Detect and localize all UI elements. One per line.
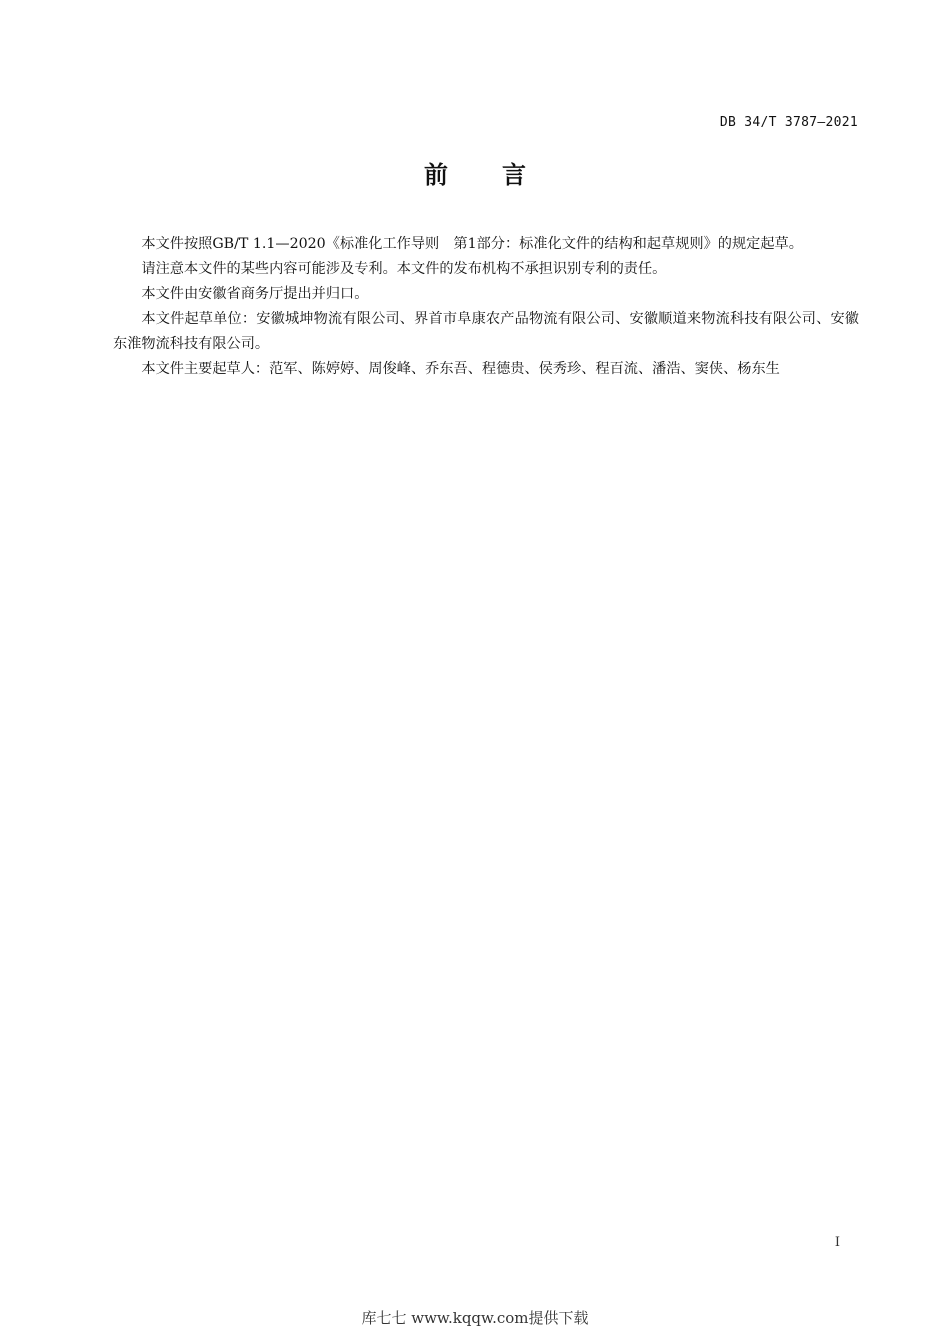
paragraph-drafters: 本文件主要起草人：范军、陈婷婷、周俊峰、乔东吾、程德贵、侯秀珍、程百流、潘浩、窦侠、杨东生: [141, 361, 780, 377]
paragraph-proposer: 本文件由安徽省商务厅提出并归口。: [141, 286, 369, 302]
paragraph-drafting-units: 本文件起草单位：安徽城坤物流有限公司、界首市阜康农产品物流有限公司、安徽顺道来物流科技有限公司、安徽东淮物流科技有限公司。: [113, 311, 859, 352]
paragraph-drafting-rules: 本文件按照GB/T 1.1—2020《标准化工作导则 第1部分：标准化文件的结构和起草规则》的规定起草。: [141, 236, 803, 252]
page-number: I: [834, 1235, 840, 1250]
page-title: 前言: [424, 161, 580, 189]
foreword-body: [113, 232, 859, 382]
document-code: DB 34/T 3787—2021: [719, 115, 858, 130]
download-watermark: 库七七 www.kqqw.com提供下载: [361, 1309, 589, 1327]
paragraph-patent-notice: 请注意本文件的某些内容可能涉及专利。本文件的发布机构不承担识别专利的责任。: [141, 261, 667, 277]
